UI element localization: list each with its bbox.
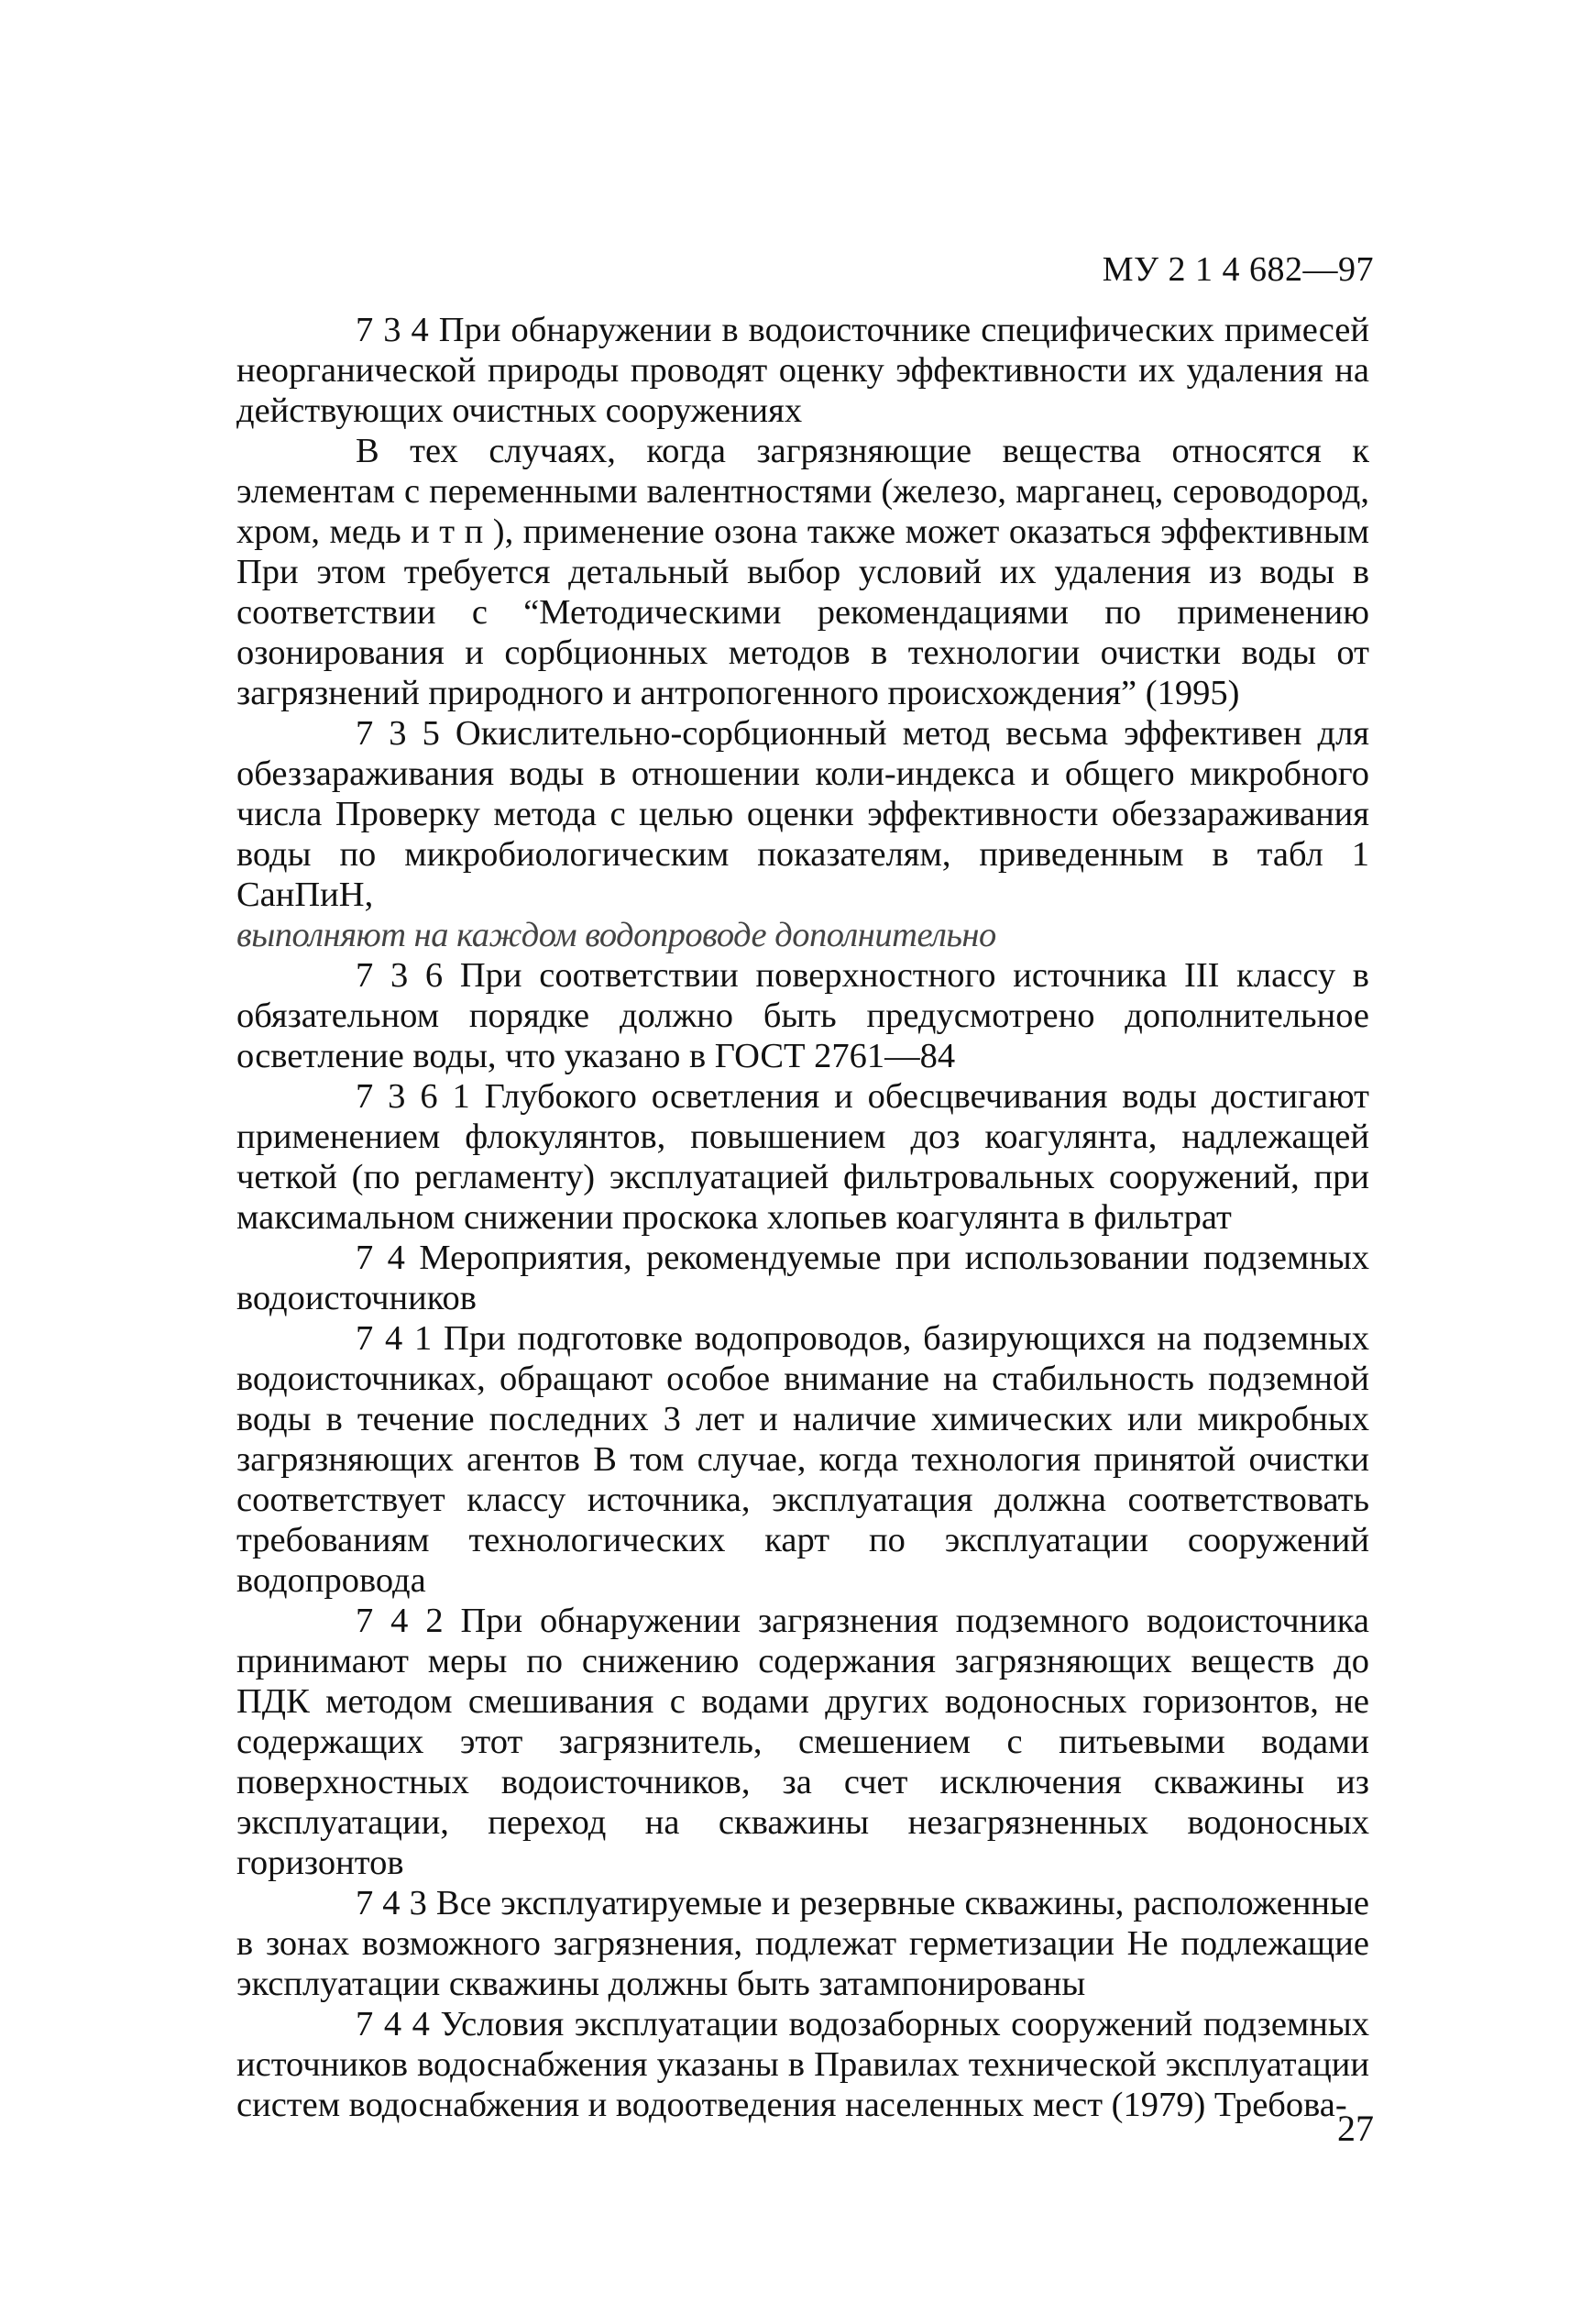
paragraph-7-3-6-1: 7 3 6 1 Глубокого осветления и обесцвечивания воды достигают применением флокулянтов, повышением доз коагулянта, надлежащей четкой (по регламенту) эксплуатацией фильтровальных сооружений, при максимальном снижении проскока хлопьев коагулянта в фильтрат: [236, 1077, 1369, 1237]
paragraph-7-3-5: 7 3 5 Окислительно-сорбционный метод весьма эффективен для обеззараживания воды в отношении коли-индекса и общего микробного числа Проверку метода с целью оценки эффективности обеззараживания воды по микробиологическим показателям, приведенным в табл 1 СанПиН,: [236, 714, 1369, 914]
paragraph-7-4-2: 7 4 2 При обнаружении загрязнения подземного водоисточника принимают меры по снижению содержания загрязняющих веществ до ПДК методом смешивания с водами других водоносных горизонтов, не содержащих этот загрязнитель, смешением с питьевыми водами поверхностных водоисточников, за счет исключения скважины из эксплуатации, переход на скважины незагрязненных водоносных горизонтов: [236, 1602, 1369, 1882]
page-number: 27: [1337, 2108, 1374, 2149]
paragraph-7-3-6: 7 3 6 При соответствии поверхностного источника III классу в обязательном порядке должно быть предусмотрено дополнительное осветление воды, что указано в ГОСТ 2761—84: [236, 956, 1369, 1075]
paragraph-7-3-5-cont: выполняют на каждом водопроводе дополнительно: [236, 916, 996, 954]
paragraph-7-3-4: 7 3 4 При обнаружении в водоисточнике специфических примесей неорганической природы проводят оценку эффективности их удаления на действующих очистных сооружениях: [236, 311, 1369, 430]
paragraph-7-4-1: 7 4 1 При подготовке водопроводов, базирующихся на подземных водоисточниках, обращают особое внимание на стабильность подземной воды в течение последних 3 лет и наличие химических или микробных загрязняющих агентов В том случае, когда технология принятой очистки соответствует классу источника, эксплуатация должна соответствовать требованиям технологических карт по эксплуатации сооружений водопровода: [236, 1319, 1369, 1600]
paragraph-7-3-4-cont: В тех случаях, когда загрязняющие вещества относятся к элементам с переменными валентностями (железо, марганец, сероводород, хром, медь и т п ), применение озона также может оказаться эффективным При этом требуется детальный выбор условий их удаления из воды в соответствии с “Методическими рекомендациями по применению озонирования и сорбционных методов в технологии очистки воды от загрязнений природного и антропогенного происхождения” (1995): [236, 432, 1369, 712]
paragraph-7-4-4: 7 4 4 Условия эксплуатации водозаборных сооружений подземных источников водоснабжения указаны в Правилах технической эксплуатации систем водоснабжения и водоотведения населенных мест (1979) Требова-: [236, 2005, 1369, 2124]
document-body: [236, 310, 1369, 2125]
paragraph-7-4: 7 4 Мероприятия, рекомендуемые при использовании подземных водоисточников: [236, 1239, 1369, 1317]
paragraph-7-4-3: 7 4 3 Все эксплуатируемые и резервные скважины, расположенные в зонах возможного загрязнения, подлежат герметизации Не подлежащие эксплуатации скважины должны быть затампонированы: [236, 1884, 1369, 2003]
document-code-header: МУ 2 1 4 682—97: [1102, 250, 1374, 289]
